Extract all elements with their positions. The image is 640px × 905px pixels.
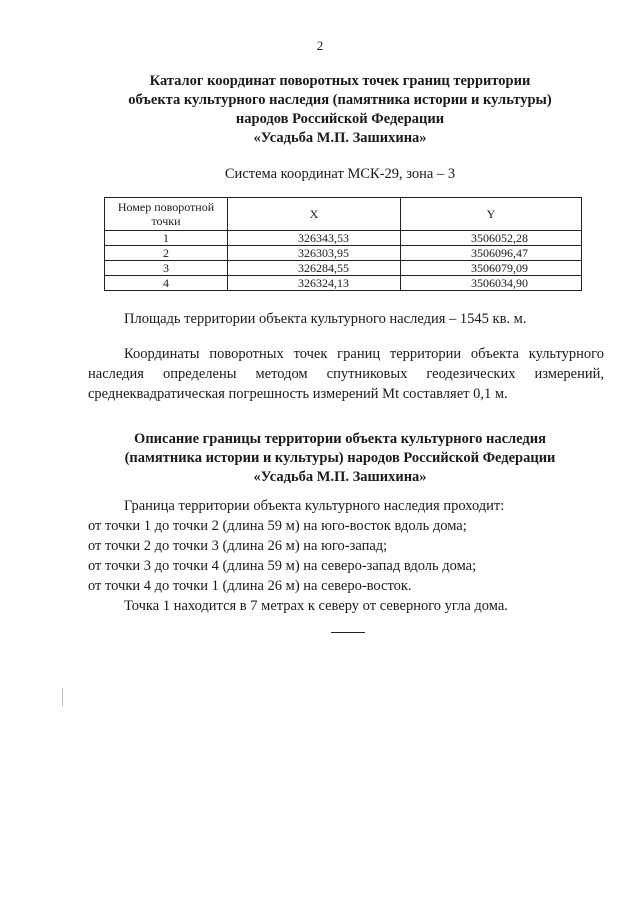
description-heading-line: «Усадьба М.П. Зашихина» [253, 469, 427, 485]
catalog-heading-line: народов Российской Федерации [235, 111, 445, 127]
cell-x: 326343,53 [228, 231, 401, 246]
cell-y: 3506079,09 [400, 261, 581, 276]
cell-y: 3506096,47 [400, 246, 581, 261]
area-statement: Площадь территории объекта культурного наследия – 1545 кв. м. [124, 311, 527, 327]
table-row [105, 246, 582, 261]
cell-x: 326324,13 [228, 276, 401, 291]
cell-y: 3506052,28 [400, 231, 581, 246]
coordinate-system-label: Система координат МСК-29, зона – 3 [224, 166, 456, 182]
description-line: от точки 4 до точки 1 (длина 26 м) на северо-восток. [88, 578, 412, 594]
description-heading-line: (памятника истории и культуры) народов Российской Федерации [124, 450, 556, 466]
description-line: от точки 3 до точки 4 (длина 59 м) на северо-запад вдоль дома; [88, 558, 477, 574]
boundary-description [88, 496, 608, 616]
description-heading-line: Описание границы территории объекта культурного наследия [134, 431, 546, 447]
table-row [105, 261, 582, 276]
catalog-heading-line: Каталог координат поворотных точек границ территории [149, 73, 531, 89]
description-line: Граница территории объекта культурного наследия проходит: [124, 498, 505, 514]
header-point-number: Номер поворотной точки [105, 198, 228, 231]
cell-y: 3506034,90 [400, 276, 581, 291]
coordinates-accuracy-paragraph [88, 344, 604, 404]
table-header-row [105, 198, 582, 231]
table-row [105, 276, 582, 291]
catalog-heading-line: «Усадьба М.П. Зашихина» [253, 130, 427, 146]
cell-point: 3 [105, 261, 228, 276]
scan-margin-mark [62, 688, 63, 706]
description-line: от точки 2 до точки 3 (длина 26 м) на юго-запад; [88, 538, 388, 554]
coordinates-table [104, 197, 582, 291]
description-line: от точки 1 до точки 2 (длина 59 м) на юго-восток вдоль дома; [88, 518, 467, 534]
accuracy-text: Координаты поворотных точек границ территории объекта культурного наследия определены методом спутниковых геодезических измерений, среднеквадратическая погрешность измерений Mt составляет 0,1 м. [88, 346, 604, 402]
end-divider [331, 632, 365, 633]
description-heading [60, 430, 620, 487]
catalog-heading-line: объекта культурного наследия (памятника истории и культуры) [128, 92, 552, 108]
cell-point: 4 [105, 276, 228, 291]
catalog-heading [60, 72, 620, 148]
cell-point: 2 [105, 246, 228, 261]
cell-x: 326303,95 [228, 246, 401, 261]
cell-point: 1 [105, 231, 228, 246]
header-y: Y [400, 198, 581, 231]
header-x: X [228, 198, 401, 231]
table-row [105, 231, 582, 246]
description-line: Точка 1 находится в 7 метрах к северу от северного угла дома. [124, 598, 508, 614]
page-number: 2 [316, 38, 324, 53]
cell-x: 326284,55 [228, 261, 401, 276]
